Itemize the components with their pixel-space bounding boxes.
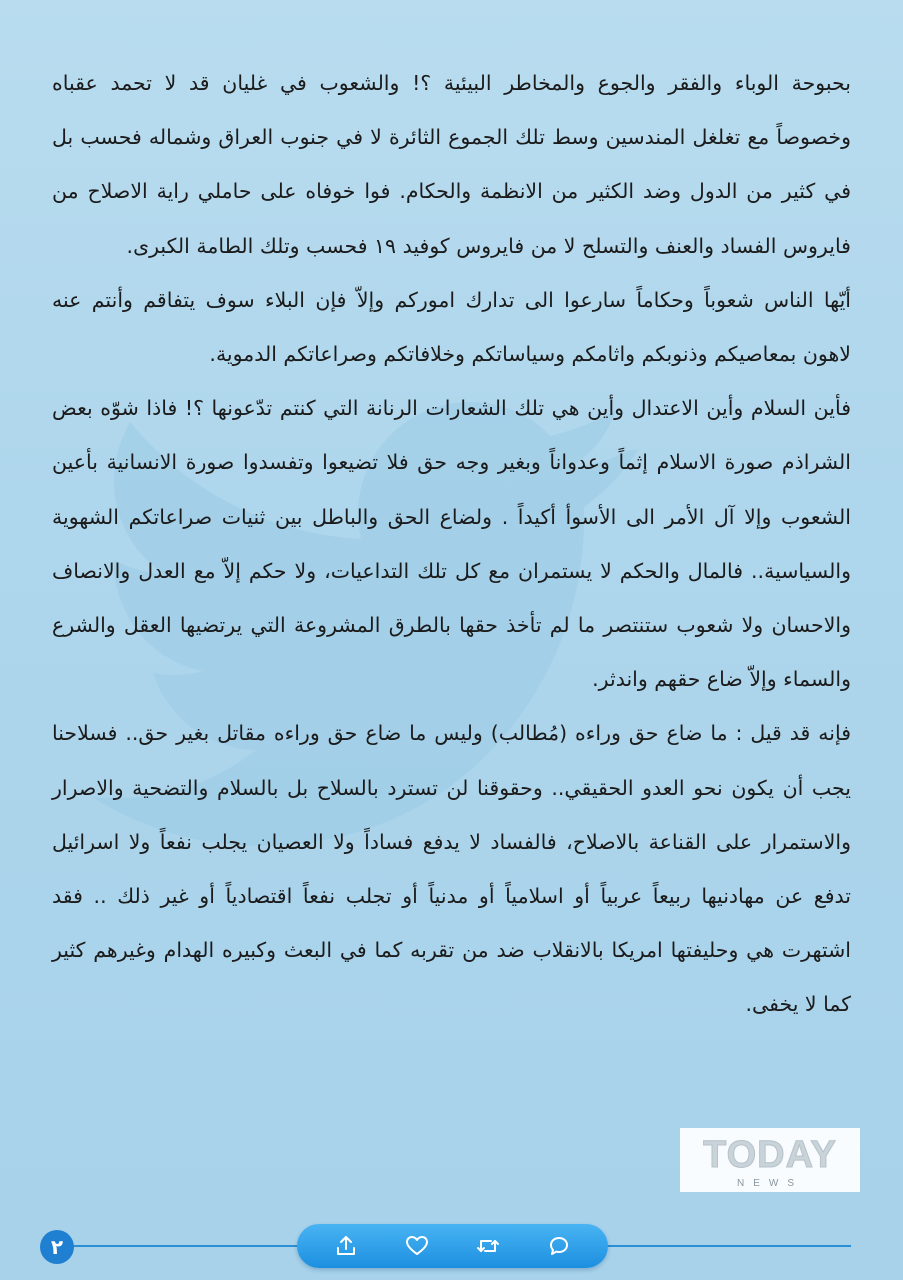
retweet-button[interactable] bbox=[470, 1228, 506, 1264]
paragraph: فإنه قد قيل : ما ضاع حق وراءه (مُطالب) وليس ما ضاع حق وراءه مقاتل بغير حق.. فسلاحنا يجب أن يكون نحو العدو الحقيقي.. وحقوقنا لن تسترد بالسلاح بل بالسلام والتضحية والاصرار والاستمرار على القناعة بالاصلاح، فالفساد لا يدفع فساداً ولا العصيان يجلب نفعاً ولا اسرائيل تدفع عن مهادنيها ربيعاً عربياً أو اسلامياً أو مدنياً أو تجلب نفعاً اقتصادياً أو غير ذلك .. فقد اشتهرت هي وحليفتها امريكا بالانقلاب ضد من تقربه كما في البعث وكبيره الهدام وغيرهم كثير كما لا يخفى. bbox=[52, 721, 851, 1017]
logo-subtitle: NEWS bbox=[737, 1178, 803, 1189]
paragraph: بحبوحة الوباء والفقر والجوع والمخاطر البيئية ؟! والشعوب في غليان قد لا تحمد عقباه وخصوصاً مع تغلغل المندسين وسط تلك الجموع الثائرة لا في جنوب العراق وشماله فحسب بل في كثير من الدول وضد الكثير من الانظمة والحكام. فوا خوفاه على حاملي راية الاصلاح من فايروس الفساد والعنف والتسلح لا من فايروس كوفيد ١٩ فحسب وتلك الطامة الكبرى. bbox=[52, 71, 851, 258]
heart-icon bbox=[405, 1234, 429, 1258]
paragraph: أيّها الناس شعوباً وحكاماً سارعوا الى تدارك اموركم وإلاّ فإن البلاء سوف يتفاقم وأنتم عنه لاهون بمعاصيكم وذنوبكم واثامكم وسياساتكم وخلافاتكم وصراعاتكم الدموية. bbox=[52, 287, 851, 367]
share-icon bbox=[334, 1234, 358, 1258]
retweet-icon bbox=[476, 1234, 500, 1258]
logo-title: TODAY bbox=[703, 1134, 837, 1176]
page-number-badge: ٢ bbox=[40, 1230, 74, 1264]
like-button[interactable] bbox=[399, 1228, 435, 1264]
paragraph: فأين السلام وأين الاعتدال وأين هي تلك الشعارات الرنانة التي كنتم تدّعونها ؟! فاذا شوّه بعض الشراذم صورة الاسلام إثماً وعدواناً وبغير وجه حق فلا تضيعوا وتفسدوا صورة الانسانية بأعين الشعوب وإلا آل الأمر الى الأسوأ أكيداً . ولضاع الحق والباطل بين ثنيات صراعاتكم الشهوية والسياسية.. فالمال والحكم لا يستمران مع كل تلك التداعيات، ولا حكم إلاّ مع العدل والانصاف والاحسان ولا شعوب ستنتصر ما لم تأخذ حقها بالطرق المشروعة التي يرتضيها العقل والشرع والسماء وإلاّ ضاع حقهم واندثر. bbox=[52, 396, 851, 692]
share-button[interactable] bbox=[328, 1228, 364, 1264]
comment-icon bbox=[547, 1234, 571, 1258]
reply-button[interactable] bbox=[541, 1228, 577, 1264]
tweet-action-bar bbox=[297, 1224, 608, 1268]
today-news-logo bbox=[680, 1128, 860, 1192]
article-body bbox=[52, 56, 851, 1032]
